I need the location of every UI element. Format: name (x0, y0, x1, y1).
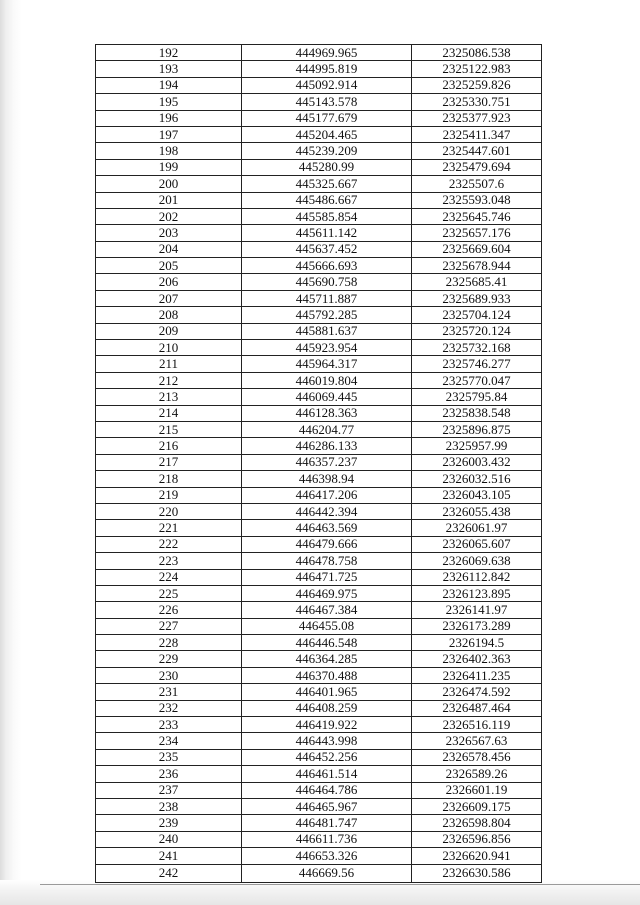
x-coordinate-cell: 445239.209 (242, 143, 412, 159)
point-number-cell: 205 (96, 258, 242, 274)
point-number-cell: 228 (96, 635, 242, 651)
y-coordinate-cell: 2326630.586 (412, 864, 542, 882)
point-number-cell: 210 (96, 340, 242, 356)
y-coordinate-cell: 2326598.804 (412, 815, 542, 831)
x-coordinate-cell: 446128.363 (242, 405, 412, 421)
point-number-cell: 242 (96, 864, 242, 882)
x-coordinate-cell: 446464.786 (242, 782, 412, 798)
point-number-cell: 213 (96, 389, 242, 405)
point-number-cell: 222 (96, 536, 242, 552)
y-coordinate-cell: 2326065.607 (412, 536, 542, 552)
point-number-cell: 221 (96, 520, 242, 536)
y-coordinate-cell: 2325645.746 (412, 208, 542, 224)
table-row (96, 651, 542, 667)
x-coordinate-cell: 445611.142 (242, 225, 412, 241)
table-row (96, 536, 542, 552)
x-coordinate-cell: 446370.488 (242, 667, 412, 683)
y-coordinate-cell: 2326589.26 (412, 766, 542, 782)
table-row (96, 159, 542, 175)
x-coordinate-cell: 445881.637 (242, 323, 412, 339)
y-coordinate-cell: 2326516.119 (412, 717, 542, 733)
y-coordinate-cell: 2325330.751 (412, 94, 542, 110)
table-row (96, 143, 542, 159)
y-coordinate-cell: 2325689.933 (412, 290, 542, 306)
y-coordinate-cell: 2325678.944 (412, 258, 542, 274)
table-row (96, 733, 542, 749)
y-coordinate-cell: 2326061.97 (412, 520, 542, 536)
point-number-cell: 234 (96, 733, 242, 749)
x-coordinate-cell: 444969.965 (242, 45, 412, 61)
x-coordinate-cell: 446481.747 (242, 815, 412, 831)
table-row (96, 831, 542, 847)
point-number-cell: 204 (96, 241, 242, 257)
coordinates-table (95, 44, 542, 883)
y-coordinate-cell: 2326596.856 (412, 831, 542, 847)
x-coordinate-cell: 446446.548 (242, 635, 412, 651)
table-row (96, 569, 542, 585)
point-number-cell: 200 (96, 176, 242, 192)
point-number-cell: 223 (96, 553, 242, 569)
table-row (96, 553, 542, 569)
point-number-cell: 230 (96, 667, 242, 683)
point-number-cell: 197 (96, 126, 242, 142)
table-row (96, 766, 542, 782)
table-row (96, 700, 542, 716)
point-number-cell: 198 (96, 143, 242, 159)
point-number-cell: 209 (96, 323, 242, 339)
point-number-cell: 224 (96, 569, 242, 585)
y-coordinate-cell: 2326173.289 (412, 618, 542, 634)
table-row (96, 487, 542, 503)
y-coordinate-cell: 2325957.99 (412, 438, 542, 454)
y-coordinate-cell: 2326112.842 (412, 569, 542, 585)
y-coordinate-cell: 2326601.19 (412, 782, 542, 798)
point-number-cell: 240 (96, 831, 242, 847)
x-coordinate-cell: 445923.954 (242, 340, 412, 356)
table-row (96, 798, 542, 814)
point-number-cell: 207 (96, 290, 242, 306)
table-row (96, 340, 542, 356)
x-coordinate-cell: 446357.237 (242, 454, 412, 470)
point-number-cell: 193 (96, 61, 242, 77)
table-row (96, 635, 542, 651)
x-coordinate-cell: 446443.998 (242, 733, 412, 749)
x-coordinate-cell: 446478.758 (242, 553, 412, 569)
y-coordinate-cell: 2325507.6 (412, 176, 542, 192)
table-row (96, 356, 542, 372)
y-coordinate-cell: 2325377.923 (412, 110, 542, 126)
x-coordinate-cell: 446455.08 (242, 618, 412, 634)
point-number-cell: 220 (96, 503, 242, 519)
table-row (96, 77, 542, 93)
x-coordinate-cell: 445964.317 (242, 356, 412, 372)
table-row (96, 667, 542, 683)
x-coordinate-cell: 446653.326 (242, 848, 412, 864)
x-coordinate-cell: 446408.259 (242, 700, 412, 716)
y-coordinate-cell: 2326487.464 (412, 700, 542, 716)
x-coordinate-cell: 444995.819 (242, 61, 412, 77)
point-number-cell: 218 (96, 471, 242, 487)
table-row (96, 258, 542, 274)
x-coordinate-cell: 446442.394 (242, 503, 412, 519)
y-coordinate-cell: 2325720.124 (412, 323, 542, 339)
table-row (96, 323, 542, 339)
scan-left-edge-shadow (0, 0, 22, 905)
point-number-cell: 233 (96, 717, 242, 733)
table-row (96, 45, 542, 61)
point-number-cell: 214 (96, 405, 242, 421)
point-number-cell: 217 (96, 454, 242, 470)
point-number-cell: 196 (96, 110, 242, 126)
table-row (96, 94, 542, 110)
y-coordinate-cell: 2326069.638 (412, 553, 542, 569)
x-coordinate-cell: 445092.914 (242, 77, 412, 93)
point-number-cell: 225 (96, 585, 242, 601)
x-coordinate-cell: 445204.465 (242, 126, 412, 142)
point-number-cell: 232 (96, 700, 242, 716)
table-row (96, 684, 542, 700)
x-coordinate-cell: 445690.758 (242, 274, 412, 290)
y-coordinate-cell: 2325732.168 (412, 340, 542, 356)
x-coordinate-cell: 446471.725 (242, 569, 412, 585)
point-number-cell: 236 (96, 766, 242, 782)
x-coordinate-cell: 445585.854 (242, 208, 412, 224)
table-row (96, 372, 542, 388)
x-coordinate-cell: 445711.887 (242, 290, 412, 306)
y-coordinate-cell: 2326141.97 (412, 602, 542, 618)
table-row (96, 405, 542, 421)
point-number-cell: 237 (96, 782, 242, 798)
table-row (96, 602, 542, 618)
table-row (96, 782, 542, 798)
y-coordinate-cell: 2325669.604 (412, 241, 542, 257)
x-coordinate-cell: 446469.975 (242, 585, 412, 601)
x-coordinate-cell: 446364.285 (242, 651, 412, 667)
table-row (96, 110, 542, 126)
point-number-cell: 192 (96, 45, 242, 61)
x-coordinate-cell: 446463.569 (242, 520, 412, 536)
x-coordinate-cell: 446401.965 (242, 684, 412, 700)
table-row (96, 815, 542, 831)
x-coordinate-cell: 445666.693 (242, 258, 412, 274)
table-row (96, 126, 542, 142)
y-coordinate-cell: 2326620.941 (412, 848, 542, 864)
y-coordinate-cell: 2325795.84 (412, 389, 542, 405)
x-coordinate-cell: 446465.967 (242, 798, 412, 814)
table-row (96, 717, 542, 733)
point-number-cell: 199 (96, 159, 242, 175)
point-number-cell: 206 (96, 274, 242, 290)
x-coordinate-cell: 446461.514 (242, 766, 412, 782)
y-coordinate-cell: 2326003.432 (412, 454, 542, 470)
table-row (96, 471, 542, 487)
x-coordinate-cell: 445143.578 (242, 94, 412, 110)
x-coordinate-cell: 446286.133 (242, 438, 412, 454)
y-coordinate-cell: 2325657.176 (412, 225, 542, 241)
point-number-cell: 211 (96, 356, 242, 372)
x-coordinate-cell: 446398.94 (242, 471, 412, 487)
point-number-cell: 229 (96, 651, 242, 667)
y-coordinate-cell: 2326123.895 (412, 585, 542, 601)
y-coordinate-cell: 2325685.41 (412, 274, 542, 290)
point-number-cell: 235 (96, 749, 242, 765)
x-coordinate-cell: 445177.679 (242, 110, 412, 126)
table-row (96, 520, 542, 536)
x-coordinate-cell: 446204.77 (242, 421, 412, 437)
y-coordinate-cell: 2325479.694 (412, 159, 542, 175)
x-coordinate-cell: 446611.736 (242, 831, 412, 847)
y-coordinate-cell: 2326194.5 (412, 635, 542, 651)
table-row (96, 307, 542, 323)
y-coordinate-cell: 2325593.048 (412, 192, 542, 208)
table-row (96, 389, 542, 405)
table-row (96, 176, 542, 192)
table-row (96, 585, 542, 601)
table-row (96, 864, 542, 882)
y-coordinate-cell: 2326609.175 (412, 798, 542, 814)
point-number-cell: 241 (96, 848, 242, 864)
table-row (96, 192, 542, 208)
y-coordinate-cell: 2325259.826 (412, 77, 542, 93)
y-coordinate-cell: 2326043.105 (412, 487, 542, 503)
y-coordinate-cell: 2326474.592 (412, 684, 542, 700)
y-coordinate-cell: 2325122.983 (412, 61, 542, 77)
point-number-cell: 216 (96, 438, 242, 454)
table-row (96, 749, 542, 765)
coordinates-table-body (96, 45, 542, 883)
scan-bottom-line (40, 884, 640, 885)
x-coordinate-cell: 446419.922 (242, 717, 412, 733)
x-coordinate-cell: 446069.445 (242, 389, 412, 405)
table-row (96, 225, 542, 241)
table-row (96, 454, 542, 470)
table-row (96, 241, 542, 257)
x-coordinate-cell: 445325.667 (242, 176, 412, 192)
table-row (96, 290, 542, 306)
y-coordinate-cell: 2326411.235 (412, 667, 542, 683)
y-coordinate-cell: 2326402.363 (412, 651, 542, 667)
y-coordinate-cell: 2325411.347 (412, 126, 542, 142)
x-coordinate-cell: 445280.99 (242, 159, 412, 175)
y-coordinate-cell: 2326578.456 (412, 749, 542, 765)
y-coordinate-cell: 2325704.124 (412, 307, 542, 323)
point-number-cell: 212 (96, 372, 242, 388)
point-number-cell: 226 (96, 602, 242, 618)
point-number-cell: 215 (96, 421, 242, 437)
x-coordinate-cell: 446019.804 (242, 372, 412, 388)
table-row (96, 438, 542, 454)
y-coordinate-cell: 2325746.277 (412, 356, 542, 372)
point-number-cell: 239 (96, 815, 242, 831)
y-coordinate-cell: 2325770.047 (412, 372, 542, 388)
x-coordinate-cell: 446479.666 (242, 536, 412, 552)
y-coordinate-cell: 2326032.516 (412, 471, 542, 487)
y-coordinate-cell: 2326055.438 (412, 503, 542, 519)
table-row (96, 848, 542, 864)
point-number-cell: 231 (96, 684, 242, 700)
point-number-cell: 227 (96, 618, 242, 634)
x-coordinate-cell: 446452.256 (242, 749, 412, 765)
table-row (96, 61, 542, 77)
point-number-cell: 202 (96, 208, 242, 224)
table-row (96, 208, 542, 224)
x-coordinate-cell: 446669.56 (242, 864, 412, 882)
point-number-cell: 208 (96, 307, 242, 323)
x-coordinate-cell: 445637.452 (242, 241, 412, 257)
x-coordinate-cell: 446417.206 (242, 487, 412, 503)
table-row (96, 503, 542, 519)
y-coordinate-cell: 2325838.548 (412, 405, 542, 421)
y-coordinate-cell: 2326567.63 (412, 733, 542, 749)
point-number-cell: 219 (96, 487, 242, 503)
point-number-cell: 201 (96, 192, 242, 208)
point-number-cell: 194 (96, 77, 242, 93)
table-row (96, 274, 542, 290)
y-coordinate-cell: 2325447.601 (412, 143, 542, 159)
table-row (96, 421, 542, 437)
y-coordinate-cell: 2325086.538 (412, 45, 542, 61)
point-number-cell: 238 (96, 798, 242, 814)
x-coordinate-cell: 445792.285 (242, 307, 412, 323)
y-coordinate-cell: 2325896.875 (412, 421, 542, 437)
table-row (96, 618, 542, 634)
x-coordinate-cell: 446467.384 (242, 602, 412, 618)
x-coordinate-cell: 445486.667 (242, 192, 412, 208)
point-number-cell: 195 (96, 94, 242, 110)
point-number-cell: 203 (96, 225, 242, 241)
